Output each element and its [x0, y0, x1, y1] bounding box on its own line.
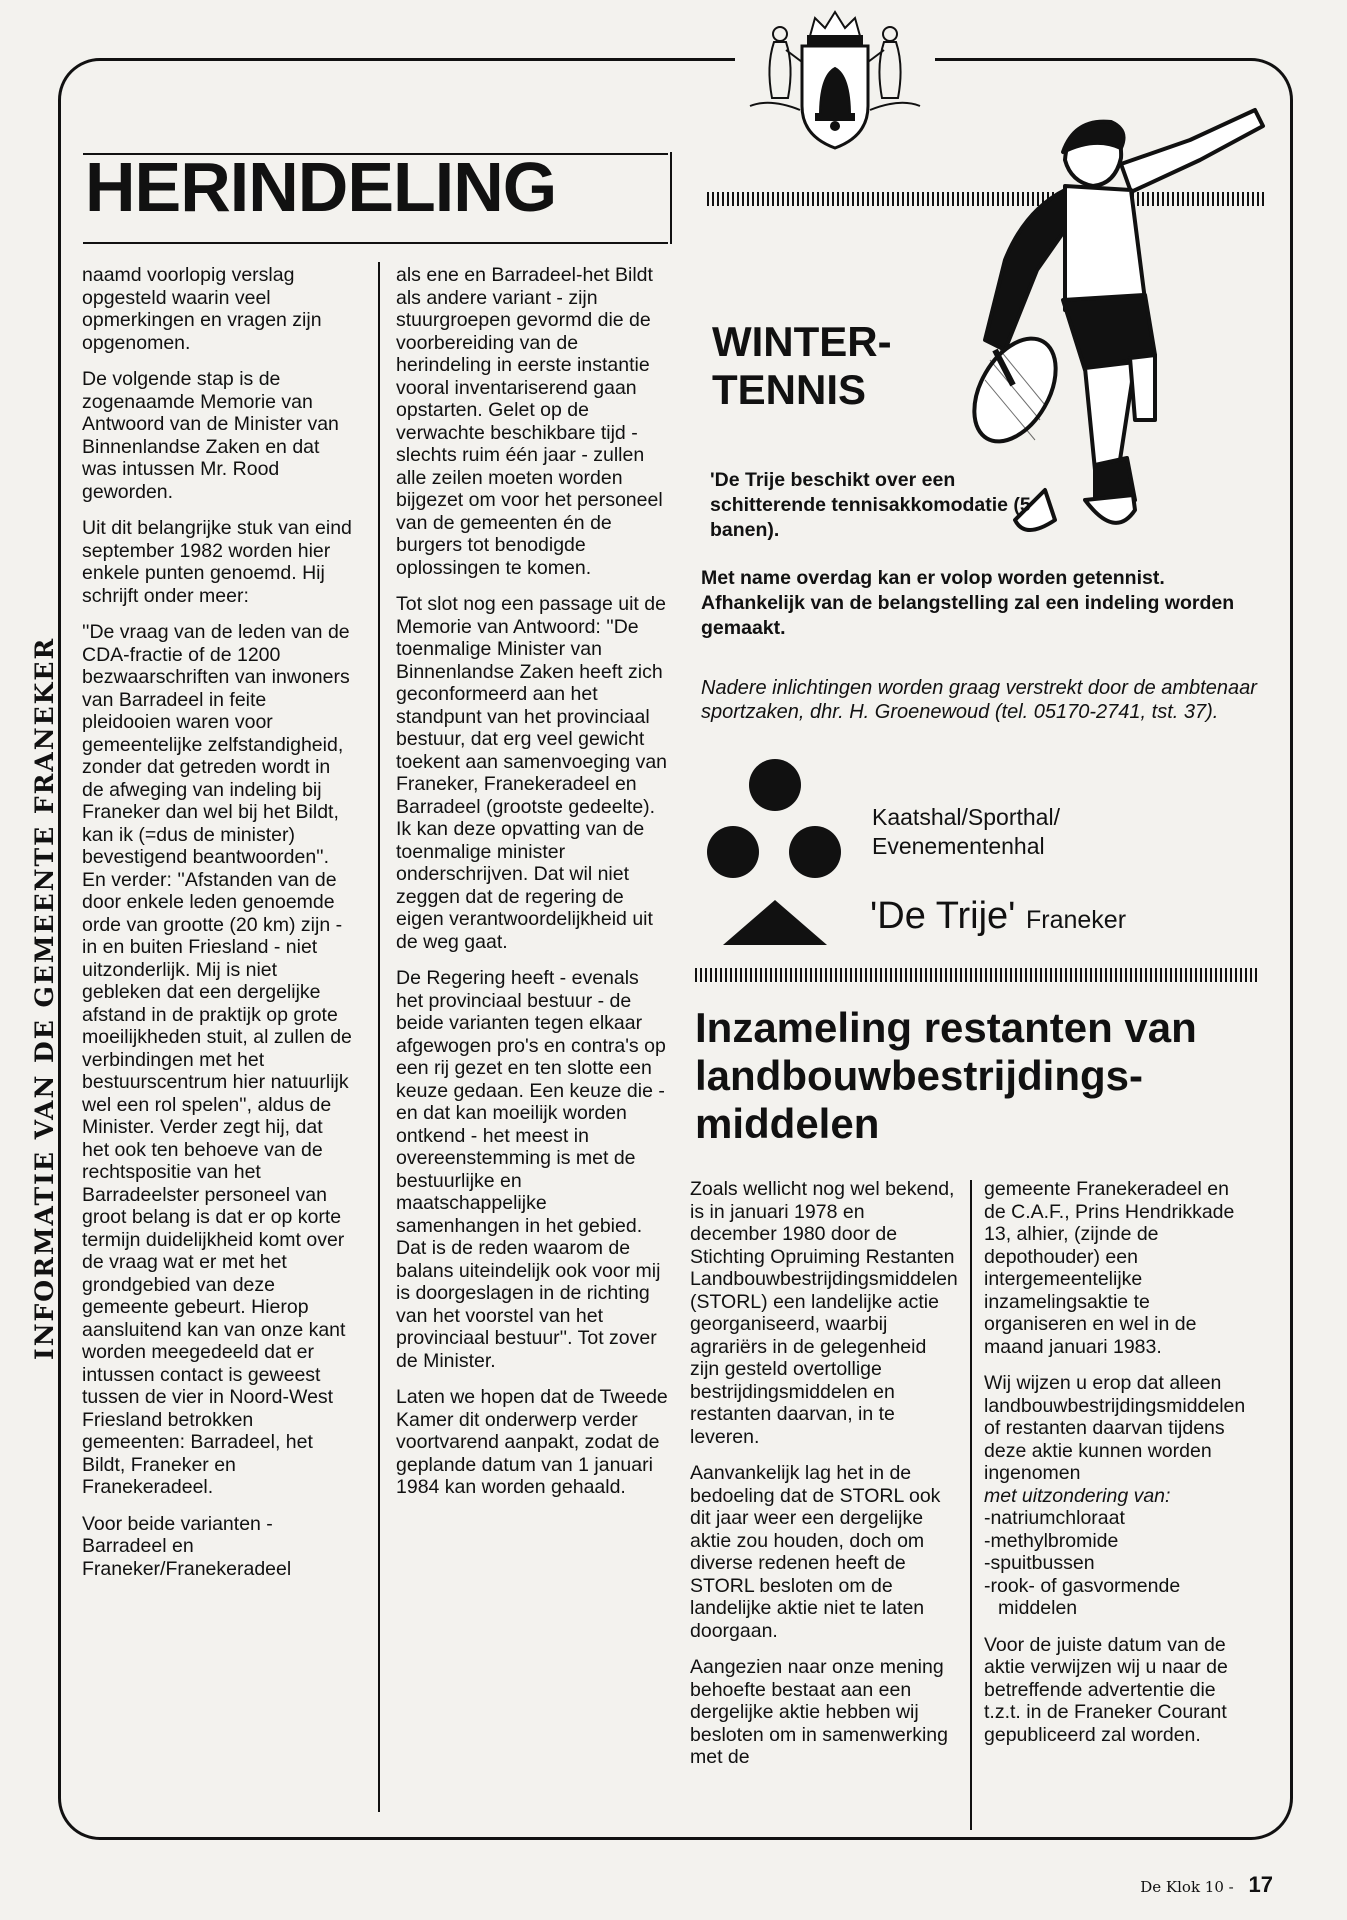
paragraph: als ene en Barradeel-het Bildt als andere variant - zijn stuurgroepen gevormd die de voorbereiding van de herindeling in eerste instantie vooral inventariserend gaan opstarten. Gelet op de verwachte beschikbare tijd - slechts ruim één jaar - zullen alle zeilen moeten worden bijgezet om voor het personeel van de gemeenten én de burgers tot benodigde oplossingen te komen. — [396, 264, 663, 579]
franeker-crest-icon — [740, 6, 930, 156]
article-column-2 — [396, 264, 668, 1513]
paragraph: De volgende stap is de zogenaamde Memorie van Antwoord van de Minister van Binnenlandse Zaken en dat was intussen Mr. Rood geworden. — [82, 368, 339, 503]
paragraph: Tot slot nog een passage uit de Memorie van Antwoord: ''De toenmalige Minister van Binnenlandse Zaken heeft zich geconformeerd aan het standpunt van het provinciaal bestuur, dat erg veel gewicht toekent aan samenvoeging van Franeker, Franekeradeel en Barradeel (grootste gedeelte). Ik kan deze opvatting van de toenmalige minister onderschrijven. Dat wil niet zeggen dat de regering de eigen verantwoordelijkheid uit de weg gaat. — [396, 593, 668, 953]
hall-label — [872, 803, 1060, 861]
hall-label-line: Kaatshal/Sporthal/ — [872, 804, 1060, 830]
tennis-info: Nadere inlichtingen worden graag verstrekt door de ambtenaar sportzaken, dhr. H. Groenewoud (tel. 05170-2741, tst. 37). — [701, 677, 1257, 723]
page-title: HERINDELING — [85, 148, 557, 226]
tennis-title-line: TENNIS — [712, 366, 867, 413]
inzameling-title: Inzameling restanten van landbouwbestrijdings-middelen — [695, 1004, 1197, 1147]
paragraph: ''De vraag van de leden van de CDA-fractie of de 1200 bezwaarschriften van inwoners van Barradeel in feite pleidooien waren voor gemeentelijke zelfstandigheid, zonder dat getreden wordt in de afweging van indeling bij Franeker dan wel bij het Bildt, kan ik (=dus de minister) bevestigend beantwoorden''. En verder: ''Afstanden van de door enkele leden genoemde orde van grootte (20 km) zijn - in en buiten Friesland - niet uitzonderlijk. Mij is niet gebleken dat een dergelijke afstand in de praktijk op grote moeilijkheden stuit, al zullen de verbindingen met het bestuurscentrum hier natuurlijk wel een rol spelen'', aldus de Minister. Verder zegt hij, dat het ook ten behoeve van de rechtspositie van het Barradeelster personeel van groot belang is dat er op korte termijn duidelijkheid komt over de vraag wat er met het grondgebied van deze gemeente gebeurt. Hierop aansluitend kan van onze kant worden meegedeeld dat er intussen contact is geweest tussen de vier in Noord-West Friesland betrokken gemeenten: Barradeel, het Bildt, Franeker en Franekeradeel. — [82, 621, 352, 1498]
list-item: -natriumchloraat — [984, 1507, 1125, 1529]
paragraph: Aanvankelijk lag het in de bedoeling dat de STORL ook dit jaar weer een dergelijke aktie zou houden, doch om diverse redenen heeft de STORL besloten om de landelijke aktie niet te laten doorgaan. — [690, 1462, 941, 1642]
inzameling-column-b — [984, 1178, 1249, 1760]
page-footer — [1140, 1872, 1273, 1898]
publication-name: De Klok 10 - — [1140, 1878, 1234, 1896]
title-box-right — [670, 152, 672, 244]
paragraph: Voor de juiste datum van de aktie verwijzen wij u naar de betreffende advertentie die t.z.t. in de Franeker Courant gepubliceerd zal worden. — [984, 1633, 1228, 1746]
title-rule-bottom — [83, 242, 668, 244]
tennis-title-line: WINTER- — [712, 318, 892, 365]
paragraph-italic: met uitzondering van: — [984, 1484, 1171, 1507]
paragraph: Uit dit belangrijke stuk van eind september 1982 worden hier enkele punten genoemd. Hij schrijft onder meer: — [82, 517, 352, 607]
inzameling-column-a — [690, 1178, 958, 1783]
paragraph: De Regering heeft - evenals het provinciaal bestuur - de beide varianten tegen elkaar afgewogen pro's en contra's op een rij gezet en ten slotte een keuze gedaan. Een keuze die - en dat kan moeilijk worden ontkend - het meest in overeenstemming is met de bestuurlijke en maatschappelijke samenhangen in het gebied. Dat is de reden waarom de balans uiteindelijk ook voor mij is doorgeslagen in de richting van het voorstel van het provinciaal bestuur''. Tot zover de Minister. — [396, 967, 666, 1372]
paragraph: naamd voorlopig verslag opgesteld waarin veel opmerkingen en vragen zijn opgenomen. — [82, 264, 322, 354]
tennis-body: Met name overdag kan er volop worden getennist. Afhankelijk van de belangstelling zal een indeling worden gemaakt. — [701, 567, 1235, 639]
tick-rule-bottom — [695, 968, 1260, 982]
de-trije-logo-icon — [705, 755, 845, 955]
inzameling-column-divider — [970, 1180, 972, 1830]
tennis-lead: 'De Trije beschikt over een schitterende tennisakkomodatie (5 banen). — [710, 469, 1031, 541]
list-item: -methylbromide — [984, 1529, 1119, 1552]
hall-name-text: 'De Trije' — [870, 895, 1016, 937]
paragraph: gemeente Franekeradeel en de C.A.F., Prins Hendrikkade 13, alhier, (zijnde de depothouder) een intergemeentelijke inzamelingsaktie te organiseren en wel in de maand januari 1983. — [984, 1178, 1235, 1358]
paragraph: Zoals wellicht nog wel bekend, is in januari 1978 en december 1980 door de Stichting Opruiming Restanten Landbouwbestrijdingsmiddelen (STORL) een landelijke actie georganiseerd, waarbij agrariërs in de gelegenheid zijn gesteld overtollige bestrijdingsmiddelen en restanten daarvan, in te leveren. — [690, 1178, 958, 1448]
paragraph: Laten we hopen dat de Tweede Kamer dit onderwerp verder voortvarend aanpakt, zodat de geplande datum van 1 januari 1984 kan worden gehaald. — [396, 1386, 668, 1498]
column-divider — [378, 262, 380, 1812]
hall-town: Franeker — [1026, 906, 1127, 934]
paragraph: Aangezien naar onze mening behoefte bestaat aan een dergelijke aktie hebben wij besloten om in samenwerking met de — [690, 1656, 948, 1768]
page-number: 17 — [1248, 1872, 1273, 1897]
hall-name — [870, 894, 1126, 942]
paragraph: Wij wijzen u erop dat alleen landbouwbestrijdingsmiddelen of restanten daarvan tijdens deze aktie kunnen worden ingenomen — [984, 1372, 1246, 1484]
paragraph: Voor beide varianten - Barradeel en Franeker/Franekeradeel — [82, 1512, 292, 1580]
hall-label-line: Evenementenhal — [872, 833, 1045, 859]
list-item: -rook- of gasvormende — [984, 1574, 1181, 1597]
article-column-1 — [82, 264, 354, 1594]
list-item: middelen — [998, 1597, 1078, 1619]
side-label: INFORMATIE VAN DE GEMEENTE FRANEKER — [30, 636, 59, 1360]
list-item: -spuitbussen — [984, 1552, 1095, 1574]
tennis-title — [712, 318, 892, 414]
